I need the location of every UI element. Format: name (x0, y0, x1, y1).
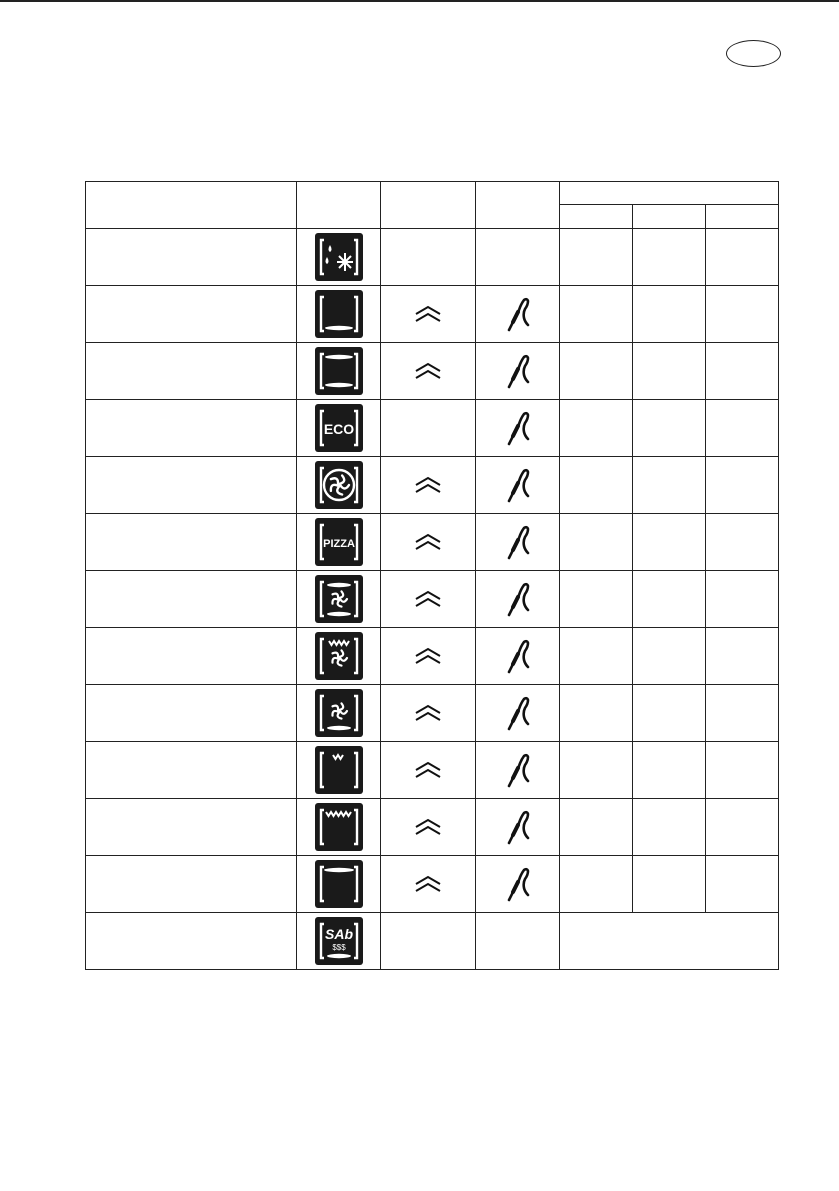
meat-probe-icon (505, 353, 531, 389)
mode-row (86, 742, 779, 799)
mode-row (86, 514, 779, 571)
mode-name-cell (86, 742, 297, 799)
fast-heat-icon (414, 532, 442, 552)
mode-name-cell (86, 685, 297, 742)
sub-value-cell (706, 286, 779, 343)
mode-symbol-cell (297, 628, 381, 685)
sub-value-cell (560, 229, 633, 286)
eco-icon (315, 404, 363, 452)
meat-probe-icon (505, 296, 531, 332)
oven-mode-table (85, 181, 779, 970)
meat-probe-icon (505, 695, 531, 731)
fast-heat-cell (381, 856, 476, 913)
mode-row (86, 229, 779, 286)
mode-row (86, 343, 779, 400)
fast-heat-icon (414, 361, 442, 381)
sub-value-cell (706, 628, 779, 685)
meat-probe-cell (476, 685, 560, 742)
sub-value-cell (706, 229, 779, 286)
sub-value-cell (633, 571, 706, 628)
mode-row (86, 685, 779, 742)
meat-probe-icon (505, 410, 531, 446)
fast-heat-cell (381, 286, 476, 343)
bottom-heat-intensive-icon (315, 860, 363, 908)
svg-text:SAb: SAb (324, 926, 353, 942)
fan-top-bottom-icon (315, 575, 363, 623)
sub-value-cell (633, 229, 706, 286)
fast-heat-cell (381, 343, 476, 400)
meat-probe-cell (476, 628, 560, 685)
mode-symbol-cell (297, 514, 381, 571)
sub-value-cell (633, 742, 706, 799)
mode-symbol-cell (297, 685, 381, 742)
fast-heat-cell (381, 742, 476, 799)
mode-symbol-cell (297, 799, 381, 856)
header-fast-heat (381, 182, 476, 229)
subheader-1 (560, 205, 633, 229)
defrost-icon (315, 233, 363, 281)
fast-heat-cell (381, 628, 476, 685)
sabbath-icon (315, 917, 363, 965)
meat-probe-icon (505, 638, 531, 674)
fast-heat-icon (414, 760, 442, 780)
sub-value-cell (633, 628, 706, 685)
mode-row (86, 571, 779, 628)
header-meat-probe (476, 182, 560, 229)
fast-heat-cell (381, 571, 476, 628)
fast-heat-icon (414, 874, 442, 894)
meat-probe-cell (476, 457, 560, 514)
fast-heat-cell (381, 229, 476, 286)
fast-heat-icon (414, 589, 442, 609)
sub-value-cell (706, 799, 779, 856)
language-badge (726, 40, 781, 67)
mode-name-cell (86, 400, 297, 457)
meat-probe-cell (476, 400, 560, 457)
sub-value-cell (706, 856, 779, 913)
header-group (560, 182, 779, 205)
fan-bottom-icon (315, 689, 363, 737)
mode-symbol-cell (297, 286, 381, 343)
fast-heat-icon (414, 304, 442, 324)
mode-row (86, 913, 779, 970)
svg-text:ECO: ECO (323, 421, 354, 437)
mode-name-cell (86, 856, 297, 913)
meat-probe-cell (476, 571, 560, 628)
mode-row (86, 799, 779, 856)
mode-symbol-cell (297, 913, 381, 970)
mode-symbol-cell (297, 400, 381, 457)
mode-name-cell (86, 913, 297, 970)
sub-value-cell (560, 628, 633, 685)
bottom-heat-icon (315, 290, 363, 338)
mode-name-cell (86, 514, 297, 571)
fast-heat-cell (381, 685, 476, 742)
mode-symbol-cell (297, 457, 381, 514)
subheader-3 (706, 205, 779, 229)
mode-row (86, 286, 779, 343)
top-rule (0, 0, 839, 2)
sub-value-cell (560, 799, 633, 856)
meat-probe-cell (476, 856, 560, 913)
pizza-icon (315, 518, 363, 566)
mode-symbol-cell (297, 856, 381, 913)
mode-symbol-cell (297, 742, 381, 799)
sub-value-cell (706, 685, 779, 742)
mode-row (86, 628, 779, 685)
large-grill-icon (315, 803, 363, 851)
meat-probe-cell (476, 742, 560, 799)
sub-value-cell (706, 400, 779, 457)
sub-value-cell (560, 514, 633, 571)
sub-value-cell (560, 742, 633, 799)
meat-probe-cell (476, 229, 560, 286)
subheader-2 (633, 205, 706, 229)
mode-name-cell (86, 286, 297, 343)
sub-value-cell (633, 400, 706, 457)
fast-heat-icon (414, 646, 442, 666)
sub-value-cell (706, 514, 779, 571)
fast-heat-icon (414, 817, 442, 837)
mode-name-cell (86, 343, 297, 400)
mode-name-cell (86, 457, 297, 514)
fast-heat-icon (414, 475, 442, 495)
sub-value-cell (560, 286, 633, 343)
mode-symbol-cell (297, 343, 381, 400)
fast-heat-cell (381, 913, 476, 970)
sub-value-cell (633, 856, 706, 913)
mode-symbol-cell (297, 229, 381, 286)
meat-probe-icon (505, 809, 531, 845)
sub-value-cell (560, 856, 633, 913)
meat-probe-icon (505, 581, 531, 617)
header-symbol (297, 182, 381, 229)
sub-value-cell (706, 343, 779, 400)
meat-probe-cell (476, 799, 560, 856)
meat-probe-icon (505, 524, 531, 560)
meat-probe-cell (476, 913, 560, 970)
top-bottom-heat-icon (315, 347, 363, 395)
mode-row (86, 400, 779, 457)
sub-value-cell (706, 571, 779, 628)
meat-probe-cell (476, 286, 560, 343)
meat-probe-icon (505, 866, 531, 902)
sub-value-cell (560, 400, 633, 457)
fast-heat-icon (414, 703, 442, 723)
fast-heat-cell (381, 514, 476, 571)
fast-heat-cell (381, 400, 476, 457)
mode-row (86, 856, 779, 913)
sub-value-cell (560, 457, 633, 514)
hot-air-fan-icon (315, 461, 363, 509)
fast-heat-cell (381, 799, 476, 856)
meat-probe-cell (476, 514, 560, 571)
sub-value-cell (633, 514, 706, 571)
mode-name-cell (86, 628, 297, 685)
meat-probe-icon (505, 467, 531, 503)
sub-value-cell (706, 742, 779, 799)
mode-name-cell (86, 799, 297, 856)
merged-cell (560, 913, 779, 970)
mode-name-cell (86, 229, 297, 286)
fast-heat-cell (381, 457, 476, 514)
svg-text:$$$: $$$ (331, 943, 346, 952)
sub-value-cell (560, 343, 633, 400)
sub-value-cell (633, 286, 706, 343)
header-mode-name (86, 182, 297, 229)
meat-probe-cell (476, 343, 560, 400)
sub-value-cell (633, 457, 706, 514)
meat-probe-icon (505, 752, 531, 788)
sub-value-cell (560, 685, 633, 742)
sub-value-cell (633, 685, 706, 742)
small-grill-icon (315, 746, 363, 794)
svg-text:PIZZA: PIZZA (322, 538, 355, 550)
sub-value-cell (633, 343, 706, 400)
sub-value-cell (706, 457, 779, 514)
mode-symbol-cell (297, 571, 381, 628)
mode-row (86, 457, 779, 514)
sub-value-cell (560, 571, 633, 628)
mode-name-cell (86, 571, 297, 628)
sub-value-cell (633, 799, 706, 856)
fan-grill-icon (315, 632, 363, 680)
